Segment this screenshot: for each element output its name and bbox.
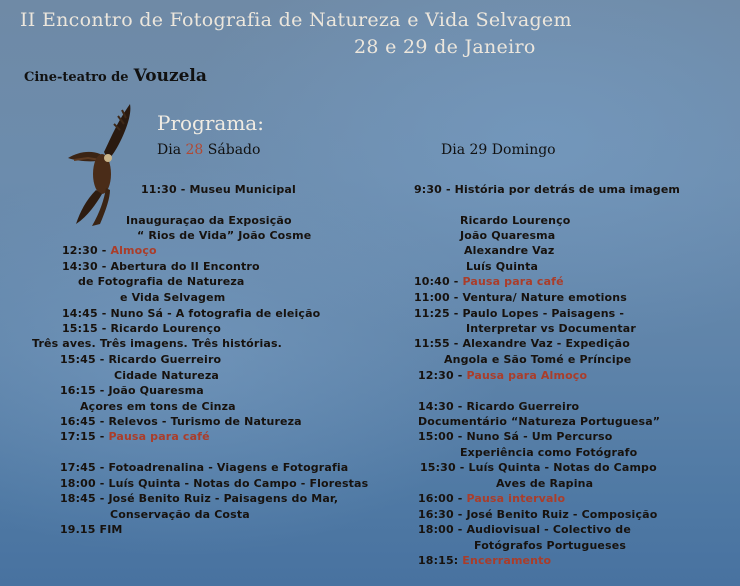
schedule-line: e Vida Selvagem — [120, 291, 226, 304]
schedule-line: 15:15 - Ricardo Lourenço — [62, 322, 221, 335]
event-title: II Encontro de Fotografia de Natureza e Vida Selvagem — [20, 9, 572, 31]
schedule-line: 16:00 - Pausa intervalo — [418, 492, 566, 505]
schedule-line: 15:30 - Luís Quinta - Notas do Campo — [420, 461, 657, 474]
schedule-line: Angola e São Tomé e Príncipe — [444, 353, 632, 366]
day1-label-prefix: Dia — [157, 142, 182, 158]
venue-prefix: Cine-teatro de — [24, 70, 129, 85]
schedule-line: 11:30 - Museu Municipal — [141, 183, 296, 196]
schedule-line: Ricardo Lourenço — [460, 214, 571, 227]
schedule-line: João Quaresma — [460, 229, 556, 242]
event-dates: 28 e 29 de Janeiro — [354, 36, 536, 58]
schedule-line: 15:00 - Nuno Sá - Um Percurso — [418, 430, 613, 443]
schedule-line: 15:45 - Ricardo Guerreiro — [60, 353, 222, 366]
schedule-line: 17:15 - Pausa para café — [60, 430, 210, 443]
schedule-line: “ Rios de Vida” João Cosme — [137, 229, 312, 242]
day2-label-suffix: Domingo — [491, 142, 556, 158]
schedule-line: Fotógrafos Portugueses — [474, 539, 627, 552]
schedule-line: Aves de Rapina — [496, 477, 594, 490]
schedule-line: 18:00 - Audiovisual - Colectivo de — [418, 523, 631, 536]
eagle-icon — [64, 100, 136, 232]
schedule-line: 10:40 - Pausa para café — [414, 275, 564, 288]
schedule-line: 11:25 - Paulo Lopes - Paisagens - — [414, 307, 625, 320]
schedule-line: 12:30 - Almoço — [62, 244, 157, 257]
day1-heading — [157, 142, 260, 158]
schedule-line: Interpretar vs Documentar — [466, 322, 636, 335]
schedule-line: Experiência como Fotógrafo — [460, 446, 638, 459]
schedule-line: 11:55 - Alexandre Vaz - Expedição — [414, 337, 630, 350]
program-heading: Programa: — [157, 111, 264, 135]
venue-town: Vouzela — [133, 66, 207, 86]
schedule-line: 14:30 - Abertura do II Encontro — [62, 260, 260, 273]
day1-label-suffix: Sábado — [207, 142, 261, 158]
day2-heading — [441, 142, 556, 158]
day2-label-prefix: Dia — [441, 142, 466, 158]
day2-label-number: 29 — [469, 142, 488, 158]
schedule-line: Alexandre Vaz — [464, 244, 555, 257]
schedule-line: 17:45 - Fotoadrenalina - Viagens e Fotografia — [60, 461, 349, 474]
schedule-line: de Fotografia de Natureza — [78, 275, 245, 288]
schedule-line: 19.15 FIM — [60, 523, 123, 536]
schedule-line: Inauguraçao da Exposição — [126, 214, 292, 227]
schedule-line: Cidade Natureza — [114, 369, 219, 382]
schedule-line: 12:30 - Pausa para Almoço — [418, 369, 588, 382]
schedule-line: 11:00 - Ventura/ Nature emotions — [414, 291, 627, 304]
day1-label-number: 28 — [185, 142, 204, 158]
schedule-line: 18:15: Encerramento — [418, 554, 552, 567]
venue — [24, 66, 207, 86]
schedule-line: Luís Quinta — [466, 260, 539, 273]
schedule-line: Documentário “Natureza Portuguesa” — [418, 415, 661, 428]
schedule-line: 14:30 - Ricardo Guerreiro — [418, 400, 580, 413]
schedule-line: 18:45 - José Benito Ruiz - Paisagens do Mar, — [60, 492, 339, 505]
schedule-line: Três aves. Três imagens. Três histórias. — [32, 337, 282, 350]
schedule-line: Conservação da Costa — [110, 508, 250, 521]
schedule-line: 9:30 - História por detrás de uma imagem — [414, 183, 681, 196]
schedule-line: 16:30 - José Benito Ruiz - Composição — [418, 508, 658, 521]
schedule-line: 16:15 - João Quaresma — [60, 384, 204, 397]
schedule-line: 18:00 - Luís Quinta - Notas do Campo - Florestas — [60, 477, 369, 490]
schedule-line: 16:45 - Relevos - Turismo de Natureza — [60, 415, 302, 428]
schedule-line: Açores em tons de Cinza — [80, 400, 236, 413]
schedule-line: 14:45 - Nuno Sá - A fotografia de eleição — [62, 307, 321, 320]
